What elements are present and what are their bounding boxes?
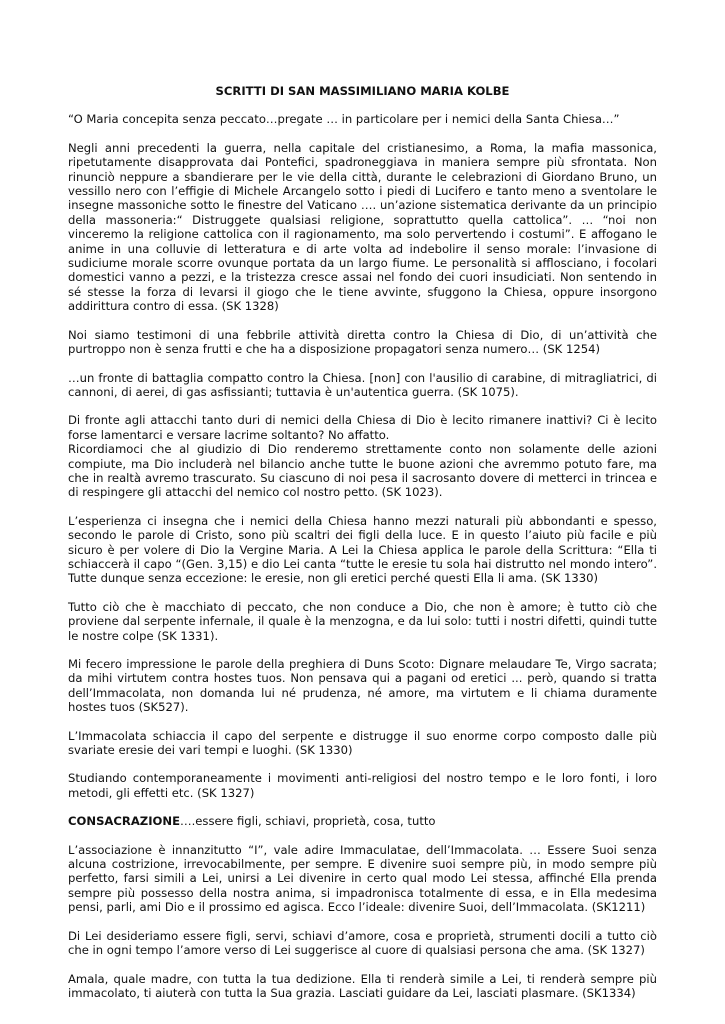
paragraph-studiando: Studiando contemporaneamente i movimenti anti-religiosi del nostro tempo e le loro fonti, i loro metodi, gli effetti etc. (SK 1327) [68,771,657,800]
paragraph-immacolata-serpente: L’Immacolata schiaccia il capo del serpente e distrugge il suo enorme corpo composto dalle più svariate eresie dei vari tempi e luoghi. (SK 1330) [68,728,657,758]
document-page [68,84,657,1014]
paragraph-duns-scoto: Mi fecero impressione le parole della preghiera di Duns Scoto: Dignare melaudare Te, Virgo sacrata; da mihi virtutem contra hostes tuos. Non pensava qui a pagani od eretici ... però, quando si tratta dell’Immacolata, non domanda lui né prudenza, né amore, ma virtutem e li chiama duramente hostes tuos (SK527). [68,657,657,715]
paragraph-attacchi: Di fronte agli attacchi tanto duri di nemici della Chiesa di Dio è lecito rimanere inattivi? Ci è lecito forse lamentarci e versare lacrime soltanto? No affatto. [68,413,657,442]
paragraph-testimoni: Noi siamo testimoni di una febbrile attività diretta contro la Chiesa di Dio, di un’attività che purtroppo non è senza frutti e che ha a disposizione propagatori senza numero… (SK 1254) [68,327,657,357]
paragraph-masoneria: Negli anni precedenti la guerra, nella capitale del cristianesimo, a Roma, la mafia massonica, ripetutamente disapprovata dai Pontefici, spadroneggiava in maniera sempre più sfrontata. Non rinunciò neppure a sbandierare per le vie della città, durante le celebrazioni di Giordano Bruno, un vessillo nero con l’effigie di Michele Arcangelo sotto i piedi di Lucifero e tanto meno a sventolare le insegne massoniche sotto le finestre del Vaticano …. un’azione sistematica derivante da un principio della massoneria:“ Distruggete qualsiasi religione, soprattutto quella cattolica”. … “noi non vinceremo la religione cattolica con il ragionamento, ma solo pervertendo i costumi”. E affogano le anime in una colluvie di letteratura e di arte volta ad indebolire il senso morale: l’invasione di sudiciume morale scorre ovunque portata da un largo fiume. Le personalità si afflosciano, i focolari domestici vanno a pezzi, e la tristezza cresce assai nel fondo dei cuori insudiciati. Non sentendo in sé stesse la forza di levarsi il giogo che le tiene avvinte, sfuggono la Chiesa, oppure insorgono addirittura contro di essa. (SK 1328) [68,140,657,314]
paragraph-fronte-battaglia: …un fronte di battaglia compatto contro la Chiesa. [non] con l'ausilio di carabine, di mitragliatrici, di cannoni, di aerei, di gas asfissianti; tuttavia è un'autentica guerra. (SK 1075). [68,370,657,399]
consacrazione-heading: CONSACRAZIONE [68,814,180,829]
paragraph-associazione: L’associazione è innanzitutto “I”, vale adire Immaculatae, dell’Immacolata. … Essere Suoi senza alcuna costrizione, irrevocabilmente, per sempre. E divenire suoi sempre più, in modo sempre più perfetto, farsi simili a Lei, unirsi a Lei divenire in certo qual modo Lei stessa, affinché Ella prenda sempre più possesso della nostra anima, si impadronisca totalmente di essa, e in Ella medesima pensi, parli, ami Dio e il prossimo ed agisca. Ecco l’ideale: divenire Suoi, dell’Immacolata. (SK1211) [68,842,657,915]
paragraph-ricordiamoci: Ricordiamoci che al giudizio di Dio renderemo strettamente conto non solamente delle azioni compiute, ma Dio includerà nel bilancio anche tutte le buone azioni che avremmo potuto fare, ma che in realtà avremo trascurato. Su ciascuno di noi pesa il sacrosanto dovere di metterci in trincea e di respingere gli attacchi del nemico col nostro petto. (SK 1023). [68,442,657,500]
consacrazione-subtitle: ….essere figli, schiavi, proprietà, cosa, tutto [180,814,436,829]
paragraph-desideriamo: Di Lei desideriamo essere figli, servi, schiavi d’amore, cosa e proprietà, strumenti docili a tutto ciò che in ogni tempo l’amore verso di Lei suggerisce al cuore di qualsiasi persona che ama. (SK 1327) [68,928,657,958]
paragraph-esperienza: L’esperienza ci insegna che i nemici della Chiesa hanno mezzi naturali più abbondanti e spesso, secondo le parole di Cristo, sono più scaltri dei figli della luce. E in questo l’aiuto più facile e più sicuro è per volere di Dio la Vergine Maria. A Lei la Chiesa applica le parole della Scrittura: “Ella ti schiaccerà il capo “(Gen. 3,15) e dio Lei canta “tutte le eresie tu sola hai distrutto nel mondo intero”. Tutte dunque senza eccezione: le eresie, non gli eretici perché questi Ella li ama. (SK 1330) [68,513,657,586]
paragraph-amala: Amala, quale madre, con tutta la tua dedizione. Ella ti renderà simile a Lei, ti renderà sempre più immacolato, ti aiuterà con tutta la Sua grazia. Lasciati guidare da Lei, lasciati plasmare. (SK1334) [68,971,657,1000]
paragraph-peccato: Tutto ciò che è macchiato di peccato, che non conduce a Dio, che non è amore; è tutto ciò che proviene dal serpente infernale, il quale è la menzogna, e da lui solo: tutti i nostri difetti, quindi tutte le nostre colpe (SK 1331). [68,599,657,643]
consacrazione-heading-line [68,814,657,828]
document-title: SCRITTI DI SAN MASSIMILIANO MARIA KOLBE [215,84,510,98]
opening-invocation: “O Maria concepita senza peccato…pregate … in particolare per i nemici della Santa Chiesa…” [68,112,620,127]
